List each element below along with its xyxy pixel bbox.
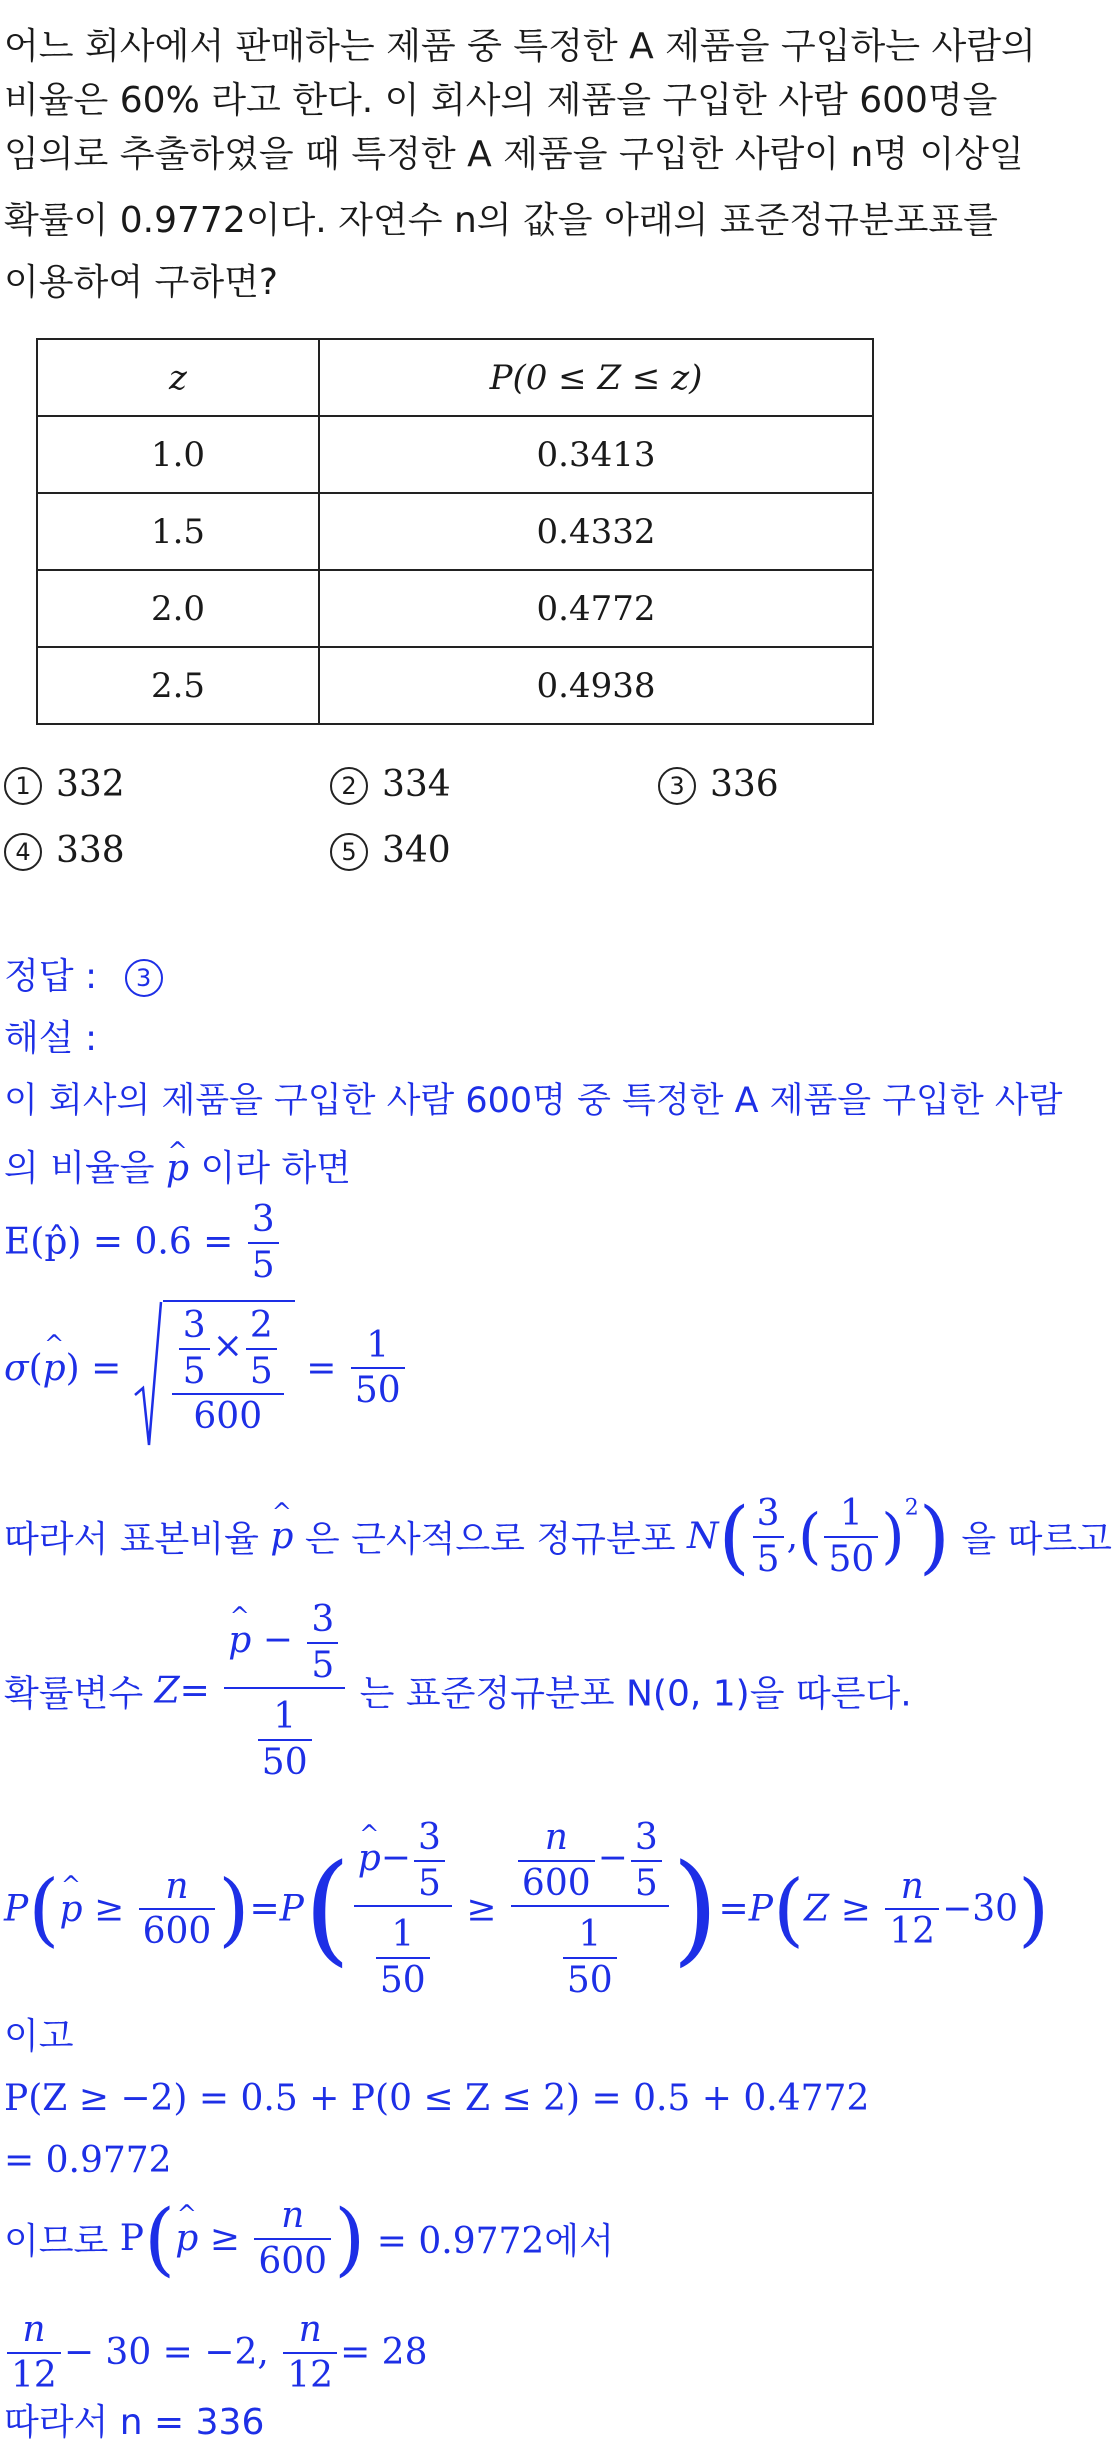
choice-value: 332: [56, 764, 125, 805]
table-row: [37, 570, 873, 647]
table-cell-z: 2.5: [37, 647, 319, 724]
table-cell-p: 0.4332: [319, 493, 873, 570]
solution-line-z: 확률변수 Z= ^ p − $\frac{3}{5}$ $\frac{1}{50}$ 는 표준정규분포 N(0, 1)을 따른다.: [4, 1600, 912, 1782]
table-row: [37, 416, 873, 493]
table-header-row: [37, 339, 873, 416]
choice-value: 340: [382, 830, 451, 871]
choice-3[interactable]: [658, 760, 779, 810]
solution-line-1: 이 회사의 제품을 구입한 사람 600명 중 특정한 A 제품을 구입한 사람: [4, 1081, 1063, 1121]
solution-line-probability: P(^ p ≥ $\frac{n}{600}$ )=P( ^ p− $\frac{3}{5}$ $\frac{1}{50}$ ≥ $\frac{n}{600}$ − $\frac{3}{5}$ $\frac{1}{50}$ )=P(Z ≥ $\frac{n}{12}$ −30): [4, 1818, 1049, 2000]
table-cell-z: 1.0: [37, 416, 319, 493]
table-cell-z: 1.5: [37, 493, 319, 570]
solution-final: 따라서 n = 336: [4, 2402, 265, 2443]
problem-line-1: 어느 회사에서 판매하는 제품 중 특정한 A 제품을 구입하는 사람의: [4, 26, 1036, 67]
solution-line-normal: 따라서 표본비율 ^ p 은 근사적으로 정규분포 N( $\frac{3}{5}$ ,( $\frac{1}{50}$ )$^2$) 을 따르고: [4, 1490, 1112, 1583]
solution-line-equation: $\frac{n}{12}$ − 30 = −2, $\frac{n}{12}$ = 28: [4, 2310, 427, 2395]
choice-mark: 1: [4, 767, 42, 805]
problem-line-3: 임의로 추출하였을 때 특정한 A 제품을 구입한 사람이 n명 이상일: [4, 134, 1024, 175]
answer-mark: 3: [125, 959, 163, 997]
choice-2[interactable]: [330, 760, 451, 810]
table-row: [37, 647, 873, 724]
table-header-p: P(0 ≤ Z ≤ z): [319, 339, 873, 416]
problem-line-5: 이용하여 구하면?: [4, 262, 278, 303]
fraction-3-5: $\frac{3}{5}$: [248, 1200, 279, 1285]
standard-normal-table: [36, 338, 874, 725]
table-cell-p: 0.4772: [319, 570, 873, 647]
sqrt-icon: [133, 1300, 163, 1450]
choice-mark: 2: [330, 767, 368, 805]
answer-label: 정답 :: [4, 956, 98, 997]
solution-line-p-value: P(Z ≥ −2) = 0.5 + P(0 ≤ Z ≤ 2) = 0.5 + 0.4772: [4, 2078, 870, 2119]
solution-line-2: 의 비율을 ^ p 이라 하면: [4, 1144, 351, 1194]
solution-line-result: = 0.9772: [4, 2140, 172, 2181]
answer-line: [4, 952, 177, 1002]
table-header-z: z: [37, 339, 319, 416]
choice-mark: 3: [658, 767, 696, 805]
sqrt-expression: $\frac{3}{5}$ × $\frac{2}{5}$ 600: [133, 1300, 295, 1437]
solution-label: 해설 :: [4, 1018, 98, 1059]
choice-4[interactable]: [4, 826, 125, 876]
choice-5[interactable]: [330, 826, 451, 876]
choice-mark: 5: [330, 833, 368, 871]
problem-line-4: 확률이 0.9772이다. 자연수 n의 값을 아래의 표준정규분포표를: [4, 200, 998, 241]
choice-value: 334: [382, 764, 451, 805]
table-cell-p: 0.4938: [319, 647, 873, 724]
table-cell-p: 0.3413: [319, 416, 873, 493]
choice-1[interactable]: [4, 760, 125, 810]
choice-value: 336: [710, 764, 779, 805]
solution-line-therefore: 이므로 P(^ p ≥ $\frac{n}{600}$ ) = 0.9772에서: [4, 2192, 614, 2285]
solution-line-and: 이고: [4, 2016, 74, 2057]
table-cell-z: 2.0: [37, 570, 319, 647]
table-row: [37, 493, 873, 570]
problem-line-2: 비율은 60% 라고 한다. 이 회사의 제품을 구입한 사람 600명을: [4, 80, 998, 121]
expectation-line: E(p̂) = 0.6 = $\frac{3}{5}$: [4, 1200, 282, 1285]
p-hat: ^ p: [166, 1144, 189, 1194]
choice-mark: 4: [4, 833, 42, 871]
choice-value: 338: [56, 830, 125, 871]
stddev-line: σ(^ p) = $\frac{3}{5}$ × $\frac{2}{5}$ 600 = $\frac{1}{50}$: [4, 1300, 408, 1437]
